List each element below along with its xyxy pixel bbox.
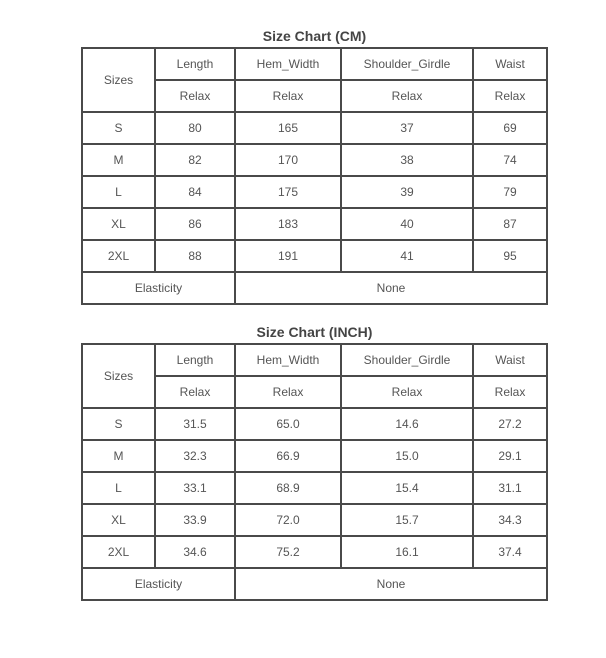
column-header-length: Length	[155, 48, 235, 80]
hem-width-cell: 175	[235, 176, 341, 208]
size-chart-inch-table	[81, 343, 548, 601]
header-row	[82, 48, 547, 80]
table-row	[82, 112, 547, 144]
column-header-waist: Waist	[473, 344, 547, 376]
size-cell: 2XL	[82, 536, 155, 568]
shoulder-girdle-cell: 41	[341, 240, 473, 272]
hem-width-cell: 170	[235, 144, 341, 176]
table-row	[82, 536, 547, 568]
column-header-shoulder-girdle: Shoulder_Girdle	[341, 344, 473, 376]
hem-width-cell: 66.9	[235, 440, 341, 472]
table-row	[82, 240, 547, 272]
waist-cell: 74	[473, 144, 547, 176]
elasticity-value: None	[235, 272, 547, 304]
column-header-hem-width: Hem_Width	[235, 344, 341, 376]
shoulder-girdle-cell: 15.0	[341, 440, 473, 472]
waist-cell: 29.1	[473, 440, 547, 472]
shoulder-girdle-cell: 40	[341, 208, 473, 240]
hem-width-cell: 183	[235, 208, 341, 240]
size-cell: M	[82, 144, 155, 176]
shoulder-girdle-cell: 37	[341, 112, 473, 144]
shoulder-girdle-cell: 15.7	[341, 504, 473, 536]
length-cell: 33.1	[155, 472, 235, 504]
column-header-shoulder-girdle: Shoulder_Girdle	[341, 48, 473, 80]
table-row	[82, 176, 547, 208]
length-cell: 82	[155, 144, 235, 176]
waist-cell: 31.1	[473, 472, 547, 504]
hem-width-cell: 72.0	[235, 504, 341, 536]
fit-label: Relax	[341, 80, 473, 112]
hem-width-cell: 65.0	[235, 408, 341, 440]
length-cell: 86	[155, 208, 235, 240]
elasticity-row	[82, 272, 547, 304]
waist-cell: 95	[473, 240, 547, 272]
size-cell: 2XL	[82, 240, 155, 272]
table-row	[82, 472, 547, 504]
fit-label: Relax	[473, 80, 547, 112]
size-cell: M	[82, 440, 155, 472]
shoulder-girdle-cell: 38	[341, 144, 473, 176]
waist-cell: 69	[473, 112, 547, 144]
waist-cell: 37.4	[473, 536, 547, 568]
size-chart-cm-title: Size Chart (CM)	[262, 28, 367, 44]
size-chart-cm-table	[81, 47, 548, 305]
size-cell: L	[82, 472, 155, 504]
size-cell: S	[82, 112, 155, 144]
fit-label: Relax	[473, 376, 547, 408]
sizes-header: Sizes	[82, 344, 155, 408]
length-cell: 88	[155, 240, 235, 272]
length-cell: 31.5	[155, 408, 235, 440]
fit-label: Relax	[235, 376, 341, 408]
table-row	[82, 408, 547, 440]
hem-width-cell: 75.2	[235, 536, 341, 568]
hem-width-cell: 68.9	[235, 472, 341, 504]
fit-label: Relax	[155, 376, 235, 408]
size-cell: L	[82, 176, 155, 208]
column-header-length: Length	[155, 344, 235, 376]
size-chart-inch-title: Size Chart (INCH)	[256, 324, 373, 340]
elasticity-label: Elasticity	[82, 568, 235, 600]
hem-width-cell: 191	[235, 240, 341, 272]
fit-label: Relax	[341, 376, 473, 408]
elasticity-row	[82, 568, 547, 600]
table-row	[82, 504, 547, 536]
table-row	[82, 208, 547, 240]
shoulder-girdle-cell: 39	[341, 176, 473, 208]
shoulder-girdle-cell: 15.4	[341, 472, 473, 504]
table-row	[82, 144, 547, 176]
length-cell: 32.3	[155, 440, 235, 472]
size-cell: S	[82, 408, 155, 440]
length-cell: 33.9	[155, 504, 235, 536]
column-header-waist: Waist	[473, 48, 547, 80]
waist-cell: 27.2	[473, 408, 547, 440]
sizes-header: Sizes	[82, 48, 155, 112]
waist-cell: 87	[473, 208, 547, 240]
size-cell: XL	[82, 208, 155, 240]
elasticity-value: None	[235, 568, 547, 600]
fit-label: Relax	[235, 80, 341, 112]
shoulder-girdle-cell: 14.6	[341, 408, 473, 440]
length-cell: 84	[155, 176, 235, 208]
hem-width-cell: 165	[235, 112, 341, 144]
waist-cell: 34.3	[473, 504, 547, 536]
shoulder-girdle-cell: 16.1	[341, 536, 473, 568]
header-row	[82, 344, 547, 376]
fit-label: Relax	[155, 80, 235, 112]
length-cell: 80	[155, 112, 235, 144]
column-header-hem-width: Hem_Width	[235, 48, 341, 80]
waist-cell: 79	[473, 176, 547, 208]
table-row	[82, 440, 547, 472]
length-cell: 34.6	[155, 536, 235, 568]
size-cell: XL	[82, 504, 155, 536]
elasticity-label: Elasticity	[82, 272, 235, 304]
